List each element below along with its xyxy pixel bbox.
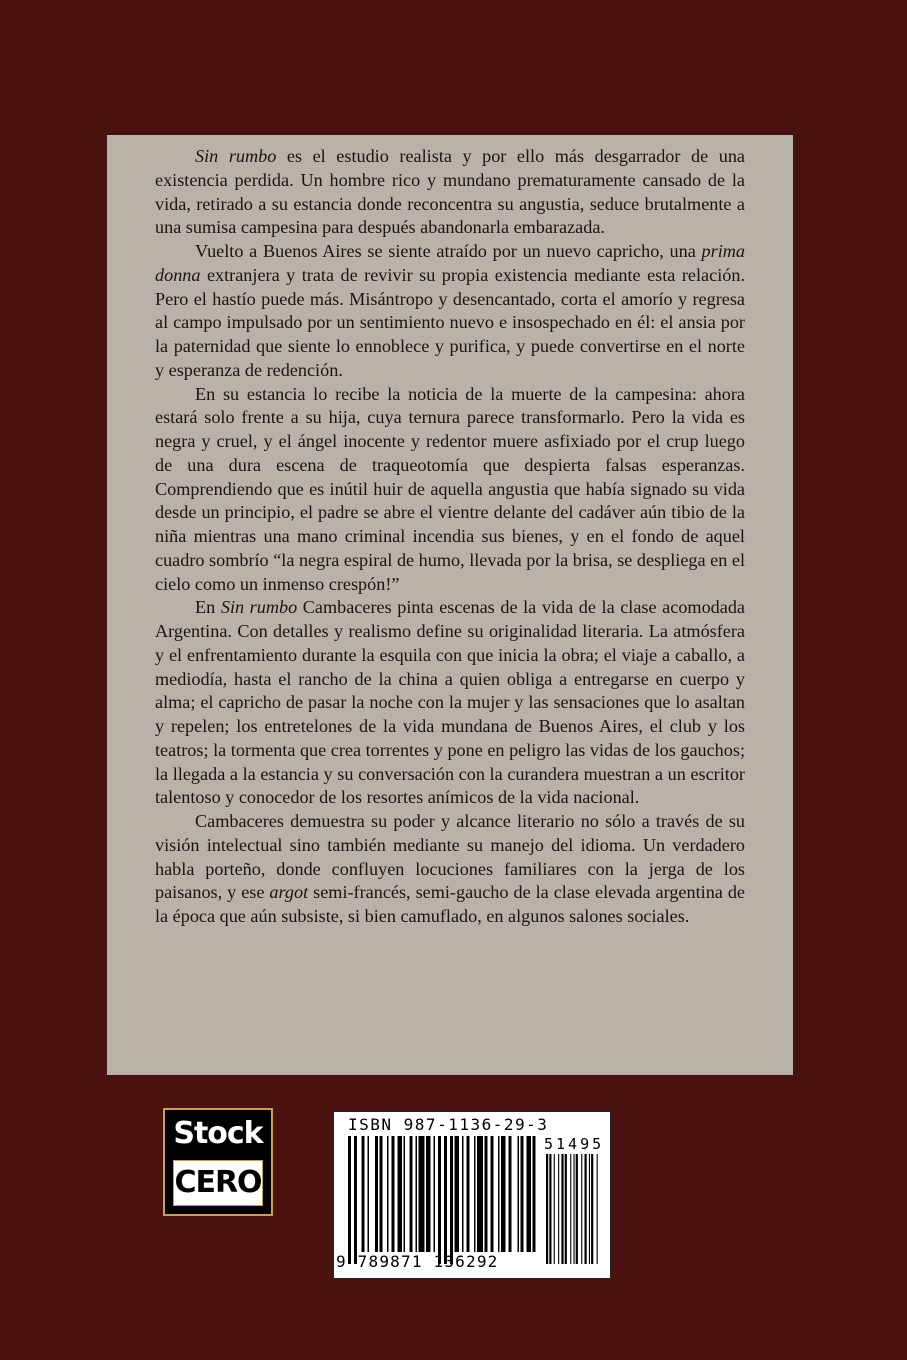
text-run: semi-francés, semi-gaucho de la clase elevada argentina de la época que aún subsiste, si bien camuflado, en algunos salones sociales. [155, 882, 745, 926]
barcode-bar [585, 1154, 587, 1264]
barcode-bar [533, 1136, 536, 1252]
barcode-bar [404, 1136, 406, 1252]
barcode-bar [380, 1136, 383, 1252]
barcode-bar [450, 1136, 453, 1264]
barcode-bar [589, 1154, 590, 1264]
barcode-bar [410, 1136, 413, 1252]
barcode-bar [485, 1136, 488, 1252]
barcode-bar [438, 1136, 441, 1264]
barcode-bar [462, 1136, 464, 1252]
barcode-bar [477, 1136, 483, 1252]
barcode-bar [518, 1136, 520, 1252]
italic-title: Sin rumbo [220, 597, 298, 618]
barcode-bar [509, 1136, 512, 1252]
paragraph-1 [155, 145, 745, 240]
barcode-bar [348, 1136, 351, 1264]
stock-cero-logo [163, 1108, 273, 1216]
barcode-bar [561, 1154, 563, 1264]
barcode-bar [597, 1154, 598, 1264]
text-run: En su estancia lo recibe la noticia de la muerte de la campesina: ahora estará solo frente a su hija, cuya ternura parece transformarlo. Pero la vida es negra y cruel, y el ángel inocente y redentor muere asfixiado por el crup luego de una dura escena de traqueotomía que despierta falsas esperanzas. Comprendiendo que es inútil huir de aquella angustia que había signado su vida desde un principio, el padre se abre el vientre delante del cadáver aún tibio de la niña mientras una mano criminal incendia sus bienes, y en el fondo de aquel cuadro sombrío “la negra espiral de humo, llevada por la brisa, se despliega en el cielo como un inmenso crespón!” [155, 383, 745, 594]
barcode-main-bars [348, 1136, 538, 1264]
barcode-bar [527, 1136, 532, 1252]
barcode-bar [444, 1136, 447, 1264]
paragraph-5 [155, 810, 745, 929]
text-run: es el estudio realista y por ello más desgarrador de una existencia perdida. Un hombre rico y mundano prematuramente cansado de la vida, retirado a su estancia donde reconcentra su angustia, seduce brutalmente a una sumisa campesina para después abandonarla embarazada. [155, 146, 745, 238]
paragraph-4 [155, 596, 745, 810]
barcode-bar [474, 1136, 476, 1252]
barcode-bar [498, 1136, 500, 1252]
isbn-barcode [333, 1111, 611, 1279]
barcode-bar [434, 1136, 436, 1252]
barcode-bar [558, 1154, 559, 1264]
barcode-bar [354, 1136, 357, 1264]
barcode-addon-bars [546, 1154, 600, 1264]
text-run: Vuelto a Buenos Aires se siente atraído por un nuevo capricho, una [195, 241, 702, 261]
barcode-addon-digits: 51495 [544, 1135, 605, 1153]
barcode-bar [368, 1136, 370, 1252]
barcode-bar [455, 1136, 460, 1252]
barcode-bar [546, 1154, 548, 1264]
text-run: extranjera y trata de revivir su propia existencia mediante esta relación. Pero el hastío puede más. Misántropo y desencantado, corta el amorío y regresa al campo impulsado por un sentimiento nuevo e insospechado en él: el ansia por la paternidad que siente lo ennoblece y purifica, y puede convertirse en el norte y esperanza de redención. [155, 264, 745, 380]
text-run: En [195, 597, 221, 618]
text-run: Cambaceres demuestra su poder y alcance literario no sólo a través de su visión intelectual sino también mediante su manejo del idioma. Un verdadero habla porteño, donde confluyen locuciones familiares con la jerga de los paisanos, y ese [155, 811, 745, 903]
logo-cero-text: CERO [173, 1160, 263, 1206]
logo-stock-text: Stock [173, 1116, 263, 1151]
barcode-bar [392, 1136, 395, 1252]
text-run: Cambaceres pinta escenas de la vida de la clase acomodada Argentina. Con detalles y realismo define su originalidad literaria. La atmósfera y el enfrentamiento durante la esquila con que inicia la obra; el viaje a caballo, a mediodía, hasta el rancho de la china a quien obliga a entregarse en cuerpo y alma; el capricho de pasar la noche con la mujer y las sensaciones que lo asaltan y repelen; los entretelones de la vida mundana de Buenos Aires, el club y los teatros; la tormenta que crea torrentes y pone en peligro las vidas de los gauchos; la llegada a la estancia y su conversación con la curandera muestran a un escritor talentoso y conocedor de los resortes anímicos de la vida nacional. [155, 597, 745, 808]
barcode-bar [581, 1154, 582, 1264]
paragraph-2 [155, 240, 745, 383]
ean-digits: 9 789871 136292 [336, 1252, 499, 1271]
barcode-bar [501, 1136, 506, 1252]
italic-title: Sin rumbo [195, 146, 277, 166]
barcode-bar [362, 1136, 365, 1252]
barcode-bar [570, 1154, 571, 1264]
barcode-bar [375, 1136, 378, 1252]
barcode-bar [387, 1136, 389, 1252]
barcode-bar [521, 1136, 524, 1252]
back-cover-text-panel [107, 135, 793, 1075]
barcode-bar [574, 1154, 575, 1264]
barcode-bar [591, 1154, 593, 1264]
barcode-bar [398, 1136, 403, 1252]
barcode-bar [419, 1136, 425, 1252]
barcode-bar [576, 1154, 578, 1264]
barcode-bar [549, 1154, 551, 1264]
barcode-bar [554, 1154, 555, 1264]
barcode-bar [565, 1154, 567, 1264]
italic-title: argot [269, 882, 309, 903]
barcode-bar [491, 1136, 494, 1252]
italic-title: prima donna [155, 241, 745, 285]
paragraph-3 [155, 383, 745, 597]
isbn-label: ISBN 987-1136-29-3 [348, 1115, 549, 1134]
barcode-bar [426, 1136, 431, 1252]
barcode-bar [467, 1136, 470, 1252]
barcode-bar [416, 1136, 418, 1252]
